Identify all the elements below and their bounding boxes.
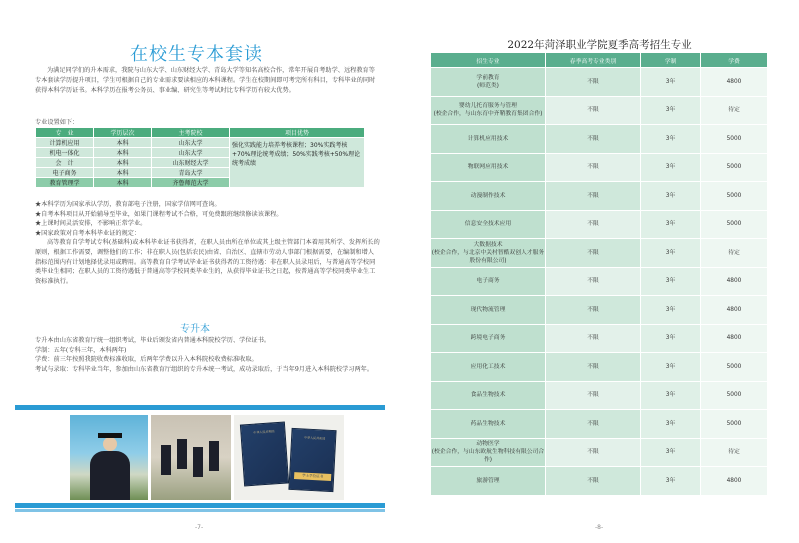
major-name: 现代物流管理 xyxy=(470,306,506,313)
col-header: 春季高考专业类别 xyxy=(546,53,641,68)
major-cell xyxy=(431,125,546,154)
graduate-head xyxy=(103,437,117,451)
duration-cell: 3年 xyxy=(641,68,701,97)
category-cell: 不限 xyxy=(546,153,641,182)
col-header: 项目优势 xyxy=(230,128,365,138)
major-cell xyxy=(431,210,546,239)
jumping-figure xyxy=(209,441,219,471)
major-name: 动漫制作技术 xyxy=(470,192,506,199)
major-note: (师范类) xyxy=(477,82,499,89)
category-cell: 不限 xyxy=(546,381,641,410)
fee-cell: 5000 xyxy=(701,381,768,410)
major-cell xyxy=(431,438,546,467)
major-cell xyxy=(431,410,546,439)
category-cell: 不限 xyxy=(546,353,641,382)
major-cell xyxy=(431,68,546,97)
cert-heading: 中华人民共和国 xyxy=(304,435,326,441)
category-cell: 不限 xyxy=(546,410,641,439)
upgrade-info xyxy=(35,336,380,374)
major-cell xyxy=(431,239,546,268)
fee-cell: 4800 xyxy=(701,324,768,353)
jumping-figure xyxy=(177,439,187,469)
major-cell: 会 计 xyxy=(36,158,94,168)
duration-cell: 3年 xyxy=(641,324,701,353)
col-header: 学制 xyxy=(641,53,701,68)
page-title: 2022年菏泽职业学院夏季高考招生专业 xyxy=(507,39,692,51)
major-note: (校企合作，与山东育中齐鞘教育集团合作) xyxy=(433,111,543,118)
info-line: 学制：五年(专科三年，本科两年) xyxy=(35,346,127,354)
table-row xyxy=(431,210,768,239)
category-cell: 不限 xyxy=(546,467,641,496)
table-row xyxy=(431,68,768,97)
notes-block xyxy=(35,200,380,286)
fee-cell: 5000 xyxy=(701,210,768,239)
col-header: 学费 xyxy=(701,53,768,68)
major-note: (校企合作，与北京中关村智酷双创人才服务股份有限公司) xyxy=(431,249,545,264)
fee-cell: 待定 xyxy=(701,96,768,125)
col-header: 学历层次 xyxy=(94,128,152,138)
major-cell: 计算机应用 xyxy=(36,138,94,148)
major-name: 应用化工技术 xyxy=(470,363,506,370)
page-title: 在校生专本套读 xyxy=(130,44,263,65)
note-item: 高等教育自学考试专科(基础科)或本科毕业证书获得者，在职人员由所在单位或其上级主管部门本着用其所学、发挥所长的原则，根据工作需要，调整他们的工作；非在职人员(包括农民)由省、自治区、直辖市劳动人事部门根据需要，在编制和增人指标范围内有计划地择优录用或聘用。高等教育自学考试毕业证书获得者的工资待遇：非在职人员录用后，与普通高等学校同类毕业生相同；在职人员的工资待遇低于普通高等学校同类毕业生的，从获得毕业证书之日起，按普通高等学校同类毕业生工资标准执行。 xyxy=(35,239,380,285)
fee-cell: 5000 xyxy=(701,125,768,154)
level-cell: 本科 xyxy=(94,138,152,148)
major-name: 电子商务 xyxy=(476,278,500,285)
section-title: 专升本 xyxy=(180,324,210,335)
school-cell: 山东大学 xyxy=(152,148,230,158)
intro-paragraph: 为满足同学们的升本需求，我院与山东大学、山东财经大学、青岛大学等知名高校合作，常年开展自考助学、远程教育等专本套读学历提升项目，学生可根据自己的专业需求要读相应的本科课程。学生在校期间即可考完所有科目，专科毕业的同时获得本科学历证书。本科学历在报考公务员、事业编、研究生等考试时比专科学历有较大优势。 xyxy=(35,67,376,94)
cert-heading: 中华人民共和国 xyxy=(253,429,275,435)
jumping-figure xyxy=(193,447,203,477)
duration-cell: 3年 xyxy=(641,153,701,182)
fee-cell: 5000 xyxy=(701,182,768,211)
category-cell: 不限 xyxy=(546,210,641,239)
enrollment-table xyxy=(430,52,768,496)
major-name: 食品生物技术 xyxy=(470,392,506,399)
decor-band xyxy=(15,405,385,410)
major-name: 物联网应用技术 xyxy=(467,164,509,171)
major-name: 计算机应用技术 xyxy=(467,135,509,142)
major-name: 旅游管理 xyxy=(476,477,500,484)
category-cell: 不限 xyxy=(546,438,641,467)
info-line: 学费：前三年按照我院收费标准收取，后两年学费以升入本科院校收费标准收取。 xyxy=(35,356,258,364)
col-header: 专 业 xyxy=(36,128,94,138)
fee-cell: 4800 xyxy=(701,68,768,97)
category-cell: 不限 xyxy=(546,68,641,97)
table-row xyxy=(431,96,768,125)
duration-cell: 3年 xyxy=(641,467,701,496)
major-note: (校企合作，与山东欧航生物科技有限公司合作) xyxy=(431,449,545,464)
col-header: 招生专业 xyxy=(431,53,546,68)
fee-cell: 5000 xyxy=(701,353,768,382)
major-cell xyxy=(431,324,546,353)
major-cell xyxy=(431,182,546,211)
table-row xyxy=(431,410,768,439)
school-cell: 青岛大学 xyxy=(152,168,230,178)
school-cell: 齐鲁师范大学 xyxy=(152,178,230,188)
list-label: 专业设置如下： xyxy=(35,119,79,126)
major-cell xyxy=(431,353,546,382)
note-item: ★上课时间灵活安排，不影响正常学业。 xyxy=(35,220,147,228)
table-row xyxy=(431,267,768,296)
certificate-photo xyxy=(234,415,344,500)
major-cell xyxy=(431,153,546,182)
info-line: 专升本由山东省教育厅统一组织考试，毕业后颁发省内普通本科院校学历、学位证书。 xyxy=(35,337,271,344)
major-cell xyxy=(431,467,546,496)
major-cell: 教育管理学 xyxy=(36,178,94,188)
table-row xyxy=(431,182,768,211)
table-row xyxy=(431,239,768,268)
fee-cell: 5000 xyxy=(701,410,768,439)
graduate-figure xyxy=(90,451,130,500)
category-cell: 不限 xyxy=(546,324,641,353)
duration-cell: 3年 xyxy=(641,267,701,296)
table-row xyxy=(431,381,768,410)
duration-cell: 3年 xyxy=(641,410,701,439)
level-cell: 本科 xyxy=(94,168,152,178)
program-table xyxy=(35,127,365,188)
duration-cell: 3年 xyxy=(641,296,701,325)
jumping-figure xyxy=(161,445,171,475)
category-cell: 不限 xyxy=(546,267,641,296)
grad-cap xyxy=(98,433,122,438)
major-cell: 机电一体化 xyxy=(36,148,94,158)
major-name: 跨境电子商务 xyxy=(470,335,506,342)
fee-cell: 待定 xyxy=(701,438,768,467)
category-cell: 不限 xyxy=(546,96,641,125)
level-cell: 本科 xyxy=(94,178,152,188)
school-cell: 山东大学 xyxy=(152,138,230,148)
graduate-photo xyxy=(70,415,148,500)
category-cell: 不限 xyxy=(546,296,641,325)
major-name: 药品生物技术 xyxy=(470,420,506,427)
group-photo xyxy=(151,415,231,500)
certificate-back xyxy=(240,422,289,487)
level-cell: 本科 xyxy=(94,158,152,168)
certificate-front xyxy=(288,428,336,492)
advantage-cell: 强化实践能力培养考核课程；30%实践考核+70%理论统考成绩；50%实践考核+50%理论统考成绩 xyxy=(230,138,365,188)
page-number: -8- xyxy=(595,524,604,531)
duration-cell: 3年 xyxy=(641,125,701,154)
table-row xyxy=(431,324,768,353)
duration-cell: 3年 xyxy=(641,381,701,410)
major-cell: 电子商务 xyxy=(36,168,94,178)
page-number: -7- xyxy=(195,524,204,531)
note-item: ★本科学历为国家承认学历，教育部电子注册，国家学信网可查询。 xyxy=(35,201,221,208)
cert-label: 学士学位证书 xyxy=(294,472,331,481)
col-header: 主考院校 xyxy=(152,128,230,138)
table-row xyxy=(431,125,768,154)
major-name: 动物医学 xyxy=(476,441,500,448)
decor-band xyxy=(15,509,385,512)
table-row xyxy=(431,153,768,182)
note-item: ★国家政策对自考本科毕业证的规定： xyxy=(35,229,141,237)
fee-cell: 4800 xyxy=(701,296,768,325)
category-cell: 不限 xyxy=(546,125,641,154)
major-cell xyxy=(431,267,546,296)
right-page xyxy=(400,0,799,543)
fee-cell: 4800 xyxy=(701,267,768,296)
table-row xyxy=(431,296,768,325)
fee-cell: 待定 xyxy=(701,239,768,268)
table-row xyxy=(431,467,768,496)
school-cell: 山东财经大学 xyxy=(152,158,230,168)
table-row xyxy=(431,353,768,382)
duration-cell: 3年 xyxy=(641,353,701,382)
major-name: 大数据技术 xyxy=(473,241,503,248)
fee-cell: 4800 xyxy=(701,467,768,496)
major-name: 信息安全技术应用 xyxy=(464,221,512,228)
table-row xyxy=(431,438,768,467)
major-cell xyxy=(431,381,546,410)
category-cell: 不限 xyxy=(546,239,641,268)
level-cell: 本科 xyxy=(94,148,152,158)
duration-cell: 3年 xyxy=(641,438,701,467)
note-item: ★自考本科项目从开始辅导至毕业，如果门课程考试不合格，可免费跟班继续修读该课程。 xyxy=(35,210,283,218)
fee-cell: 5000 xyxy=(701,153,768,182)
duration-cell: 3年 xyxy=(641,182,701,211)
category-cell: 不限 xyxy=(546,182,641,211)
duration-cell: 3年 xyxy=(641,96,701,125)
major-name: 学前教育 xyxy=(476,74,500,81)
duration-cell: 3年 xyxy=(641,239,701,268)
major-name: 婴幼儿托育服务与管理 xyxy=(459,103,517,110)
info-line: 考试与录取：专科毕业当年，参加由山东省教育厅组织的专升本统一考试，成功录取后，于当年9月进入本科院校学习两年。 xyxy=(35,365,374,373)
major-cell xyxy=(431,296,546,325)
table-row xyxy=(36,138,365,148)
duration-cell: 3年 xyxy=(641,210,701,239)
major-cell xyxy=(431,96,546,125)
decor-band xyxy=(15,503,385,508)
